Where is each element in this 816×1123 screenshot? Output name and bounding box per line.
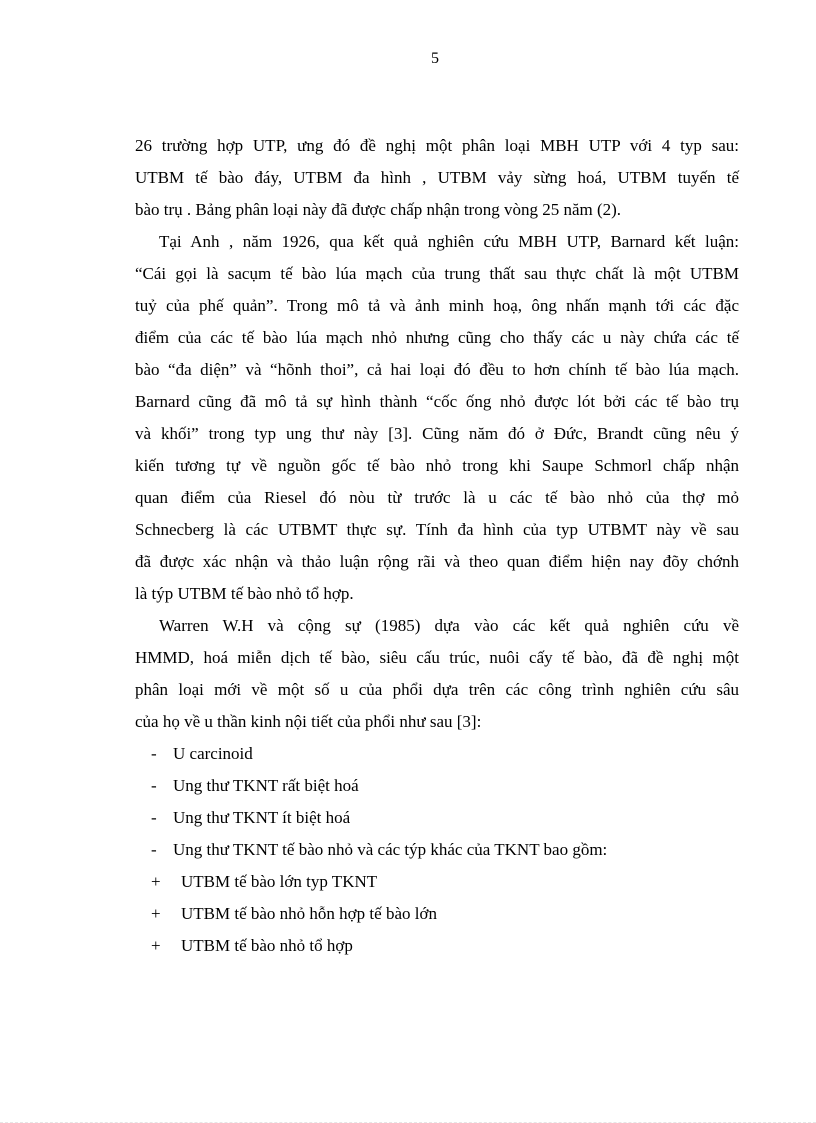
list-item-text: U carcinoid — [173, 744, 253, 763]
text-line: “Cái gọi là sacụm tế bào lúa mạch của trung thất sau thực chất là một UTBM — [135, 264, 739, 283]
text-line: bào trụ . Bảng phân loại này đã được chấp nhận trong vòng 25 năm (2). — [135, 200, 622, 219]
text-line: là týp UTBM tế bào nhỏ tổ hợp. — [135, 584, 354, 603]
text-line: đã được xác nhận và thảo luận rộng rãi và theo quan điểm hiện nay đõy chớnh — [135, 552, 739, 571]
list-item-text: UTBM tế bào lớn typ TKNT — [181, 872, 378, 891]
list-subitem — [135, 866, 739, 898]
text-line: phân loại mới về một số u của phổi dựa trên các công trình nghiên cứu sâu — [135, 680, 739, 699]
list-marker: - — [151, 744, 157, 763]
text-line: UTBM tế bào đáy, UTBM đa hình , UTBM vảy sừng hoá, UTBM tuyến tế — [135, 168, 739, 187]
text-line: Barnard cũng đã mô tả sự hình thành “cốc ống nhỏ được lót bởi các tế bào trụ — [135, 392, 739, 411]
list-marker: - — [151, 840, 157, 859]
list-item-text: Ung thư TKNT rất biệt hoá — [173, 776, 359, 795]
text-line: Warren W.H và cộng sự (1985) dựa vào các kết quả nghiên cứu về — [159, 616, 739, 635]
list-marker: - — [151, 776, 157, 795]
page-number: 5 — [431, 50, 439, 67]
text-line: và khối” trong typ ung thư này [3]. Cũng năm đó ở Đức, Brandt cũng nêu ý — [135, 424, 739, 443]
document-body — [135, 130, 739, 962]
text-line: của họ về u thần kinh nội tiết của phổi như sau [3]: — [135, 712, 482, 731]
text-line: Schnecberg là các UTBMT thực sự. Tính đa hình của typ UTBMT này về sau — [135, 520, 739, 539]
paragraph-1 — [135, 130, 739, 226]
paragraph-3 — [135, 610, 739, 738]
text-line: tuỷ của phế quản”. Trong mô tả và ảnh minh hoạ, ông nhấn mạnh tới các đặc — [135, 296, 739, 315]
list-item — [135, 834, 739, 866]
list-item-text: Ung thư TKNT ít biệt hoá — [173, 808, 351, 827]
list-marker: - — [151, 808, 157, 827]
list-marker: + — [151, 872, 161, 891]
list-item-text: UTBM tế bào nhỏ hỗn hợp tế bào lớn — [181, 904, 437, 923]
text-line: HMMD, hoá miễn dịch tế bào, siêu cấu trúc, nuôi cấy tế bào, đã đề nghị một — [135, 648, 739, 667]
list-marker: + — [151, 904, 161, 923]
list-marker: + — [151, 936, 161, 955]
list-item-text: Ung thư TKNT tế bào nhỏ và các týp khác của TKNT bao gồm: — [173, 840, 608, 859]
text-line: bào “đa diện” và “hõnh thoi”, cả hai loại đó đều to hơn chính tế bào lúa mạch. — [135, 360, 739, 379]
paragraph-2 — [135, 226, 739, 610]
list-item — [135, 738, 739, 770]
list-item — [135, 802, 739, 834]
list-subitem — [135, 898, 739, 930]
text-line: quan điểm của Riesel đó nòu từ trước là u các tế bào nhỏ của thợ mỏ — [135, 488, 739, 507]
text-line: Tại Anh , năm 1926, qua kết quả nghiên cứu MBH UTP, Barnard kết luận: — [159, 232, 739, 251]
classification-list — [135, 738, 739, 962]
text-line: điểm của các tế bào lúa mạch nhỏ nhưng cũng cho thấy các u này chứa các tế — [135, 328, 739, 347]
list-subitem — [135, 930, 739, 962]
list-item-text: UTBM tế bào nhỏ tổ hợp — [181, 936, 353, 955]
text-line: 26 trường hợp UTP, ưng đó đề nghị một phân loại MBH UTP với 4 typ sau: — [135, 136, 739, 155]
text-line: kiến tương tự về nguồn gốc tế bào nhỏ trong khi Saupe Schmorl chấp nhận — [135, 456, 739, 475]
list-item — [135, 770, 739, 802]
